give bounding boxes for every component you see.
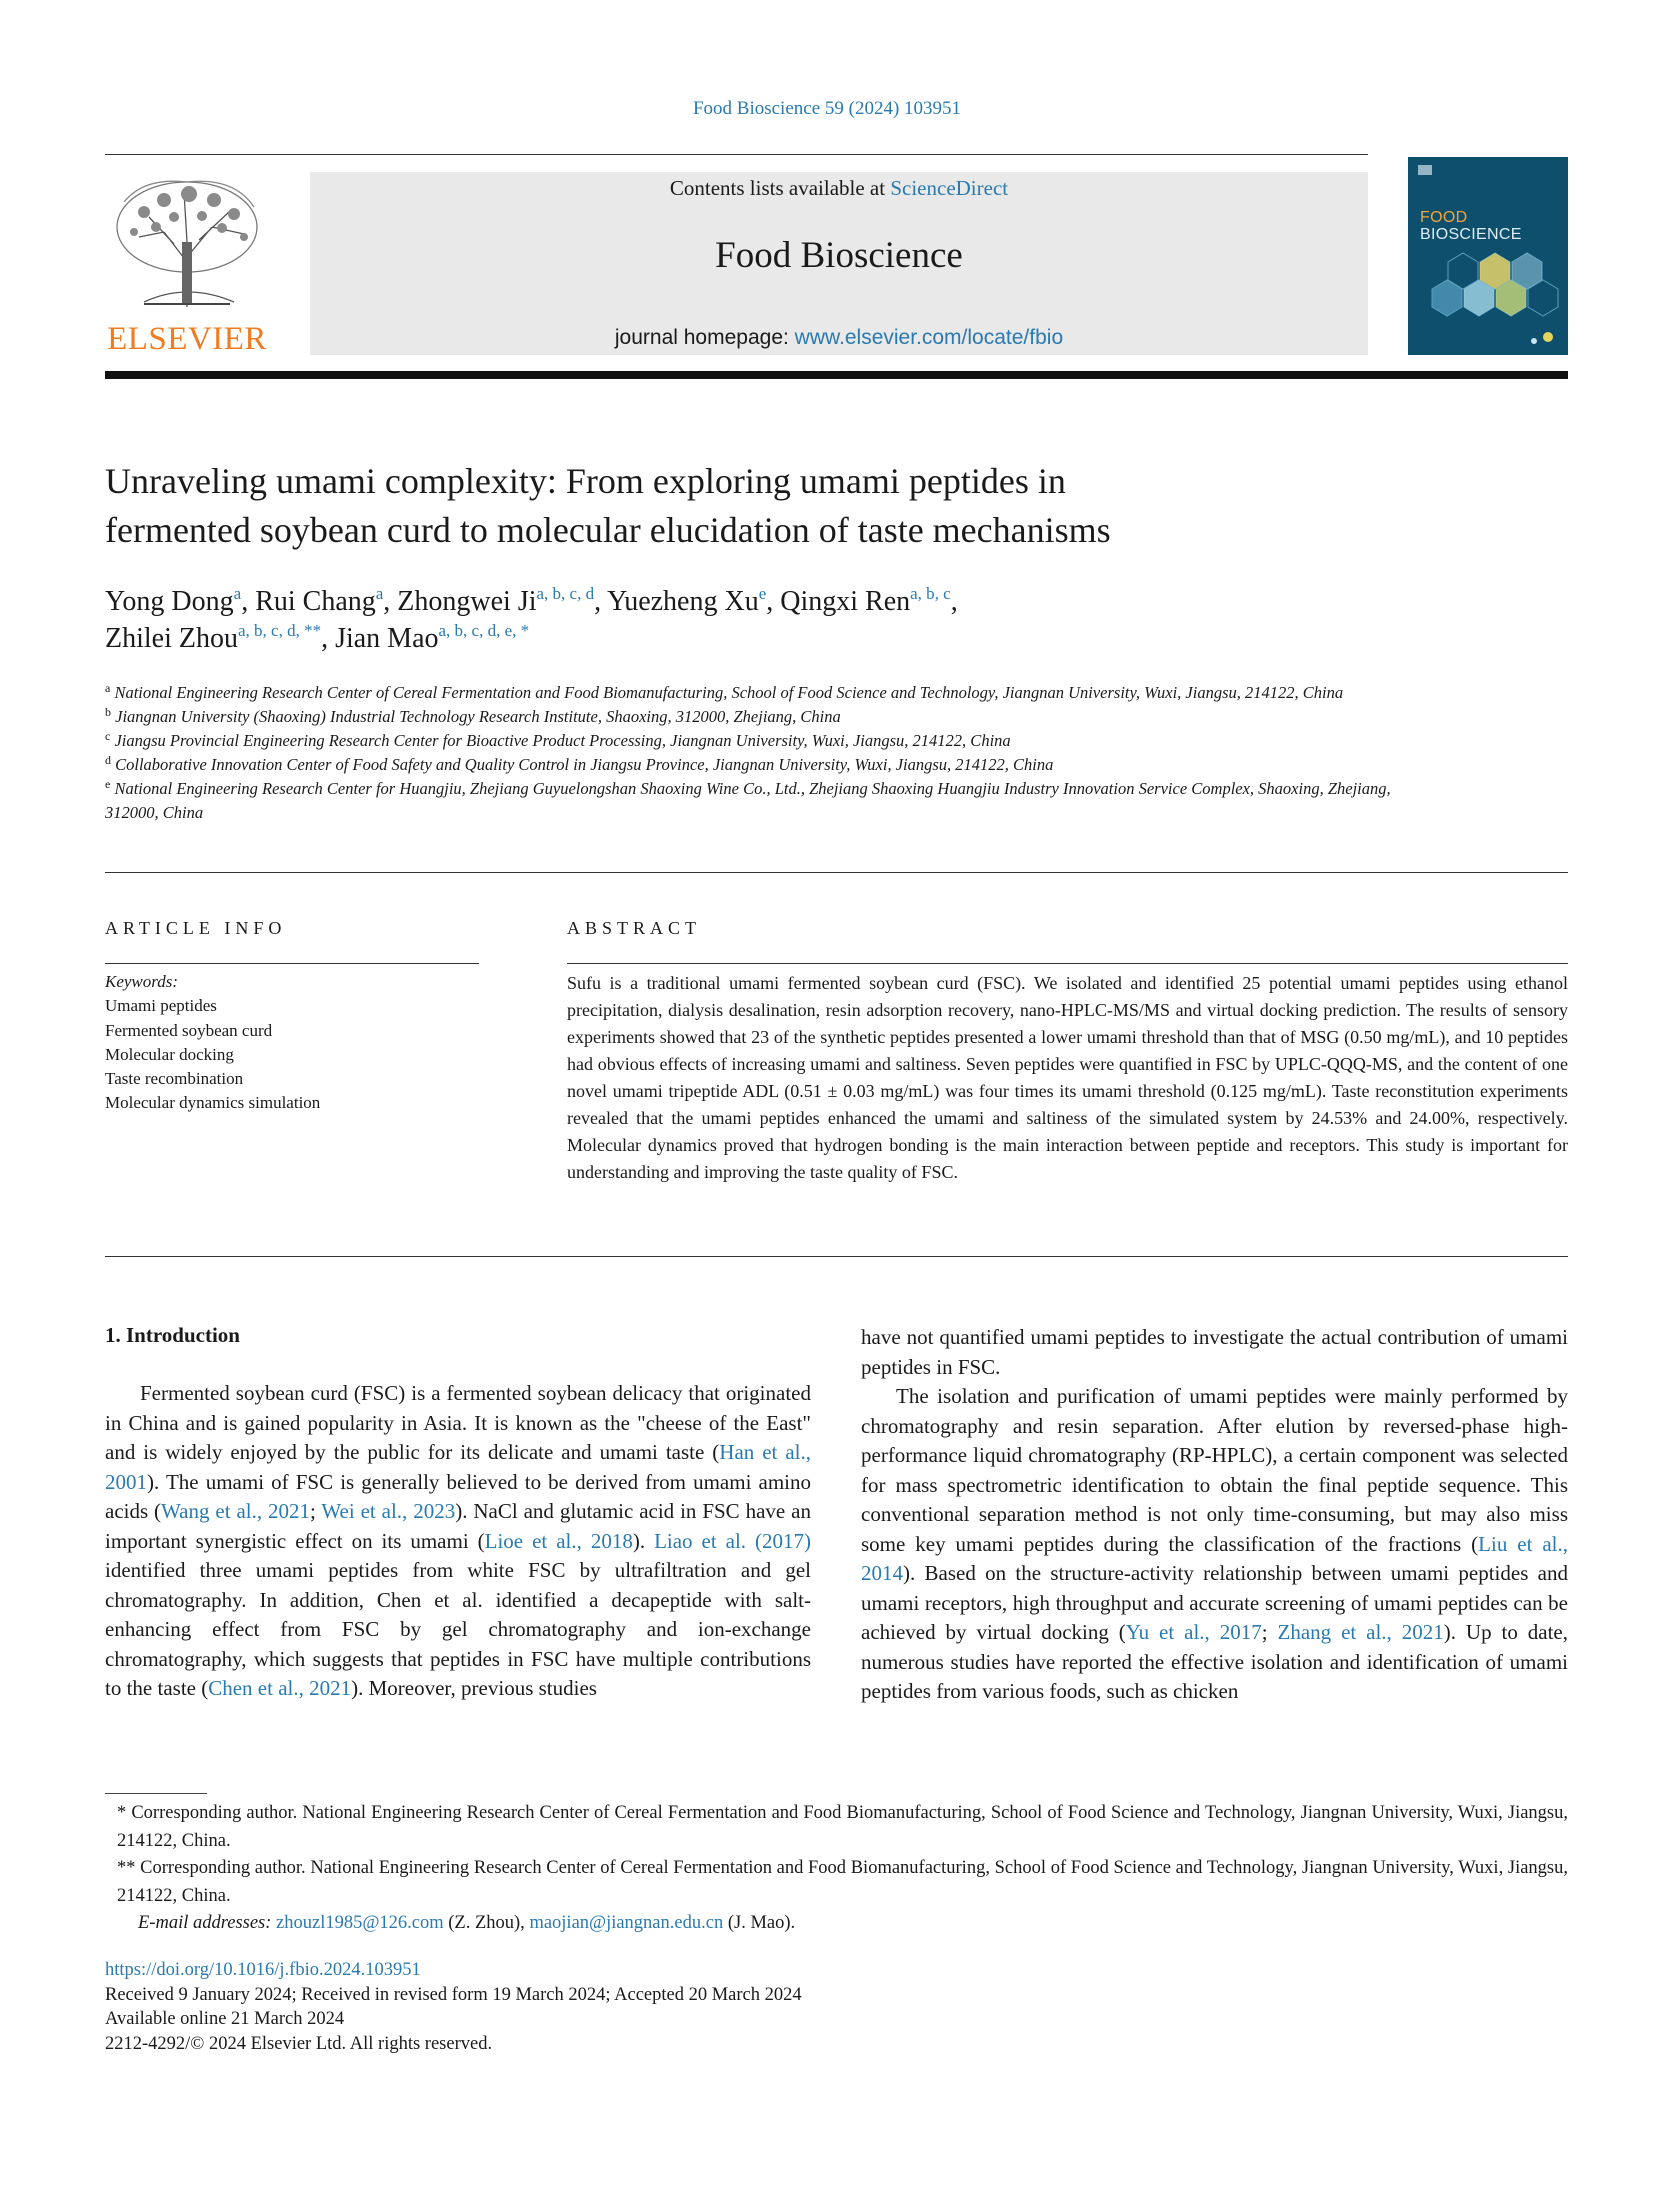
email-owner: (Z. Zhou), xyxy=(443,1913,530,1933)
affiliation-text: Collaborative Innovation Center of Food Safety and Quality Control in Jiangsu Province, Jiangnan University, Wuxi, Jiangsu, 214122, China xyxy=(115,755,1054,774)
affiliations xyxy=(105,681,1405,825)
affiliation-item xyxy=(105,753,1405,777)
author-separator: , xyxy=(594,586,608,617)
homepage-prefix: journal homepage: xyxy=(614,326,795,349)
email-addresses xyxy=(105,1910,1568,1938)
citation-link[interactable]: Liao et al. (2017) xyxy=(654,1528,811,1553)
author-separator: , xyxy=(766,586,781,617)
article-title xyxy=(105,457,1465,555)
contents-line xyxy=(310,176,1368,201)
elsevier-wordmark: ELSEVIER xyxy=(107,321,267,357)
keyword-item: Fermented soybean curd xyxy=(105,1020,273,1040)
journal-title: Food Bioscience xyxy=(715,235,963,276)
elsevier-logo xyxy=(104,172,270,358)
abstract-end-rule xyxy=(105,1256,1568,1257)
body-column-right xyxy=(861,1323,1568,1707)
author-separator: , xyxy=(383,586,398,617)
citation-link[interactable]: Yu et al., 2017 xyxy=(1125,1620,1262,1644)
intro-paragraph-1-continued xyxy=(861,1323,1568,1382)
journal-banner xyxy=(310,172,1368,355)
paragraph-text: ; xyxy=(310,1499,322,1523)
author[interactable]: Yong Dong xyxy=(105,586,234,617)
paragraph-text: The isolation and purification of umami peptides were mainly performed by chromatography and resin separation. After elution by reversed-phase high-performance liquid chromatography (RP-HPLC), a certain component was selected for mass spectrometric identification to obtain the final peptide sequence. This conventional separation method is not only time-consuming, but may also miss some key umami peptides during the classification of the fractions ( xyxy=(861,1384,1568,1556)
keyword-item: Molecular docking xyxy=(105,1044,234,1064)
affiliation-text: National Engineering Research Center of Cereal Fermentation and Food Biomanufacturing, School of Food Science and Technology, Jiangnan University, Wuxi, Jiangsu, 214122, China xyxy=(114,683,1344,702)
intro-paragraph-2 xyxy=(861,1382,1568,1707)
author-separator: , xyxy=(950,586,958,617)
paragraph-text: Fermented soybean curd (FSC) is a fermented soybean delicacy that originated in China and is gained popularity in Asia. It is known as the "cheese of the East" and is widely enjoyed by the public for its delicate and umami taste ( xyxy=(105,1381,811,1464)
keywords-block xyxy=(105,970,479,1116)
author-separator: , xyxy=(321,623,336,654)
citation-link[interactable]: Lioe et al., 2018 xyxy=(484,1528,633,1553)
paragraph-text: ). The umami of FSC is generally believed to be derived from umami amino acids ( xyxy=(105,1469,811,1523)
citation-link[interactable]: Liu et al., 2014 xyxy=(861,1531,1568,1585)
cover-title-line2: BIOSCIENCE xyxy=(1420,226,1522,243)
affiliation-text: Jiangsu Provincial Engineering Research Center for Bioactive Product Processing, Jiangnan University, Wuxi, Jiangsu, 214122, China xyxy=(114,731,1011,750)
author[interactable]: Rui Chang xyxy=(255,586,376,617)
affiliation-item xyxy=(105,729,1405,753)
citation-link[interactable]: Chen et al., 2021 xyxy=(208,1676,352,1700)
abstract-text: Sufu is a traditional umami fermented soybean curd (FSC). We isolated and identified 25 potential umami peptides using ethanol precipitation, dialysis desalination, resin adsorption recovery, nano-HPLC-MS/MS and virtual docking prediction. The results of sensory experiments showed that 23 of the synthetic peptides presented a lower umami threshold than that of MSG (0.50 mg/mL), and 10 peptides had obvious effects of increasing umami and saltiness. Seven peptides were quantified in FSC by UPLC-QQQ-MS, and the content of one novel umami tripeptide ADL (0.51 ± 0.03 mg/mL) was four times its umami threshold (0.125 mg/mL). Taste reconstitution experiments revealed that the umami peptides enhanced the umami and saltiness of the simulated system by 24.53% and 24.00%, respectively. Molecular dynamics proved that hydrogen bonding is the main interaction between peptide and receptors. This study is important for understanding and improving the taste quality of FSC. xyxy=(567,973,1568,1182)
article-info-rule xyxy=(105,963,479,964)
affiliation-mark: d xyxy=(105,753,111,767)
citation-link[interactable]: Wang et al., 2021 xyxy=(161,1499,311,1523)
affiliation-item xyxy=(105,705,1405,729)
author-affiliation-mark[interactable]: a, b, c, d xyxy=(536,584,595,603)
keyword-item: Molecular dynamics simulation xyxy=(105,1093,321,1113)
affiliation-text: National Engineering Research Center for Huangjiu, Zhejiang Guyuelongshan Shaoxing Wine Co., Ltd., Zhejiang Shaoxing Huangjiu Industry Innovation Service Complex, Shaoxing, Zhejiang, 312000, China xyxy=(105,779,1391,822)
affiliation-mark: b xyxy=(105,705,111,719)
affiliation-text: Jiangnan University (Shaoxing) Industrial Technology Research Institute, Shaoxing, 312000, Zhejiang, China xyxy=(115,707,841,726)
introduction-heading: 1. Introduction xyxy=(105,1323,240,1347)
corresponding-author-note-2 xyxy=(105,1855,1568,1910)
cover-hexagon-icon xyxy=(1408,157,1568,355)
citation-link[interactable]: Zhang et al., 2021 xyxy=(1277,1620,1444,1644)
affiliation-item xyxy=(105,681,1405,705)
affiliation-mark: c xyxy=(105,729,111,743)
publication-info xyxy=(105,1958,1105,2056)
paragraph-text: ). Up to date, numerous studies have reported the effective isolation and identification of umami peptides from various foods, such as chicken xyxy=(861,1620,1568,1703)
journal-reference[interactable]: Food Bioscience 59 (2024) 103951 xyxy=(692,98,962,119)
footnote-text: ** Corresponding author. National Engineering Research Center of Cereal Fermentation and Food Biomanufacturing, School of Food Science and Technology, Jiangnan University, Wuxi, Jiangsu, 214122, China. xyxy=(117,1858,1568,1906)
keyword-item: Umami peptides xyxy=(105,996,217,1016)
sciencedirect-link[interactable]: ScienceDirect xyxy=(890,176,1009,200)
author-affiliation-mark[interactable]: a, b, c, d, ** xyxy=(237,621,322,640)
intro-paragraph-1 xyxy=(105,1379,811,1704)
journal-cover-thumbnail[interactable] xyxy=(1408,157,1568,355)
doi-link[interactable]: https://doi.org/10.1016/j.fbio.2024.103951 xyxy=(105,1960,421,1980)
header-thick-rule xyxy=(105,371,1568,379)
citation-link[interactable]: Wei et al., 2023 xyxy=(321,1499,456,1523)
footnote-rule xyxy=(105,1793,207,1794)
author-list xyxy=(105,583,1465,657)
affiliation-mark: e xyxy=(105,777,111,791)
paragraph-text: ; xyxy=(1261,1620,1278,1644)
email-owner: (J. Mao). xyxy=(723,1913,796,1933)
homepage-link[interactable]: www.elsevier.com/locate/fbio xyxy=(794,326,1064,349)
homepage-line xyxy=(310,326,1368,350)
author[interactable]: Jian Mao xyxy=(335,623,439,654)
affiliation-item xyxy=(105,777,1405,825)
author-affiliation-mark[interactable]: e xyxy=(758,584,767,603)
section-divider xyxy=(105,872,1568,873)
elsevier-tree-icon xyxy=(104,172,270,312)
paragraph-text: have not quantified umami peptides to investigate the actual contribution of umami peptides in FSC. xyxy=(861,1325,1568,1379)
copyright: 2212-4292/© 2024 Elsevier Ltd. All rights reserved. xyxy=(105,2033,493,2054)
citation-link[interactable]: Han et al., 2001 xyxy=(105,1440,812,1494)
email-link-zhou[interactable]: zhouzl1985@126.com xyxy=(276,1913,444,1933)
keywords-label: Keywords: xyxy=(105,972,179,991)
title-line-1: Unraveling umami complexity: From exploring umami peptides in xyxy=(105,461,1066,501)
footnotes xyxy=(105,1800,1568,1938)
cover-title xyxy=(1420,209,1522,243)
available-online: Available online 21 March 2024 xyxy=(105,2009,345,2029)
author[interactable]: Zhongwei Ji xyxy=(397,586,537,617)
paragraph-text: identified three umami peptides from white FSC by ultrafiltration and gel chromatography. In addition, Chen et al. identified a decapeptide with salt-enhancing effect from FSC by gel chromatography and ion-exchange chromatography, which suggests that peptides in FSC have multiple contributions to the taste ( xyxy=(105,1558,811,1700)
author-affiliation-mark[interactable]: a, b, c, d, e, * xyxy=(438,621,530,640)
article-info-heading: ARTICLE INFO xyxy=(105,918,287,938)
contents-prefix: Contents lists available at xyxy=(669,176,891,200)
email-label: E-mail addresses: xyxy=(138,1913,277,1933)
author-separator: , xyxy=(241,586,256,617)
cover-title-line1: FOOD xyxy=(1420,209,1468,226)
author-affiliation-mark[interactable]: a xyxy=(375,584,384,603)
corresponding-author-note-1 xyxy=(105,1800,1568,1855)
paragraph-text: ). NaCl and glutamic acid in FSC have an important synergistic effect on its umami ( xyxy=(105,1499,811,1553)
paragraph-text: ). Moreover, previous studies xyxy=(351,1676,597,1700)
author[interactable]: Yuezheng Xu xyxy=(607,586,759,617)
body-column-left xyxy=(105,1379,811,1704)
paragraph-text: ). xyxy=(632,1528,655,1553)
author-affiliation-mark[interactable]: a, b, c xyxy=(910,584,951,603)
footnote-text: * Corresponding author. National Engineering Research Center of Cereal Fermentation and Food Biomanufacturing, School of Food Science and Technology, Jiangnan University, Wuxi, Jiangsu, 214122, China. xyxy=(117,1803,1568,1851)
email-link-mao[interactable]: maojian@jiangnan.edu.cn xyxy=(529,1913,724,1933)
author-affiliation-mark[interactable]: a xyxy=(233,584,242,603)
title-line-2: fermented soybean curd to molecular elucidation of taste mechanisms xyxy=(105,510,1111,550)
affiliation-mark: a xyxy=(105,681,111,695)
keyword-item: Taste recombination xyxy=(105,1069,244,1089)
header-rule xyxy=(105,154,1368,155)
abstract-rule xyxy=(567,963,1568,964)
author[interactable]: Zhilei Zhou xyxy=(105,623,238,654)
abstract-heading: ABSTRACT xyxy=(567,918,702,938)
received-dates: Received 9 January 2024; Received in revised form 19 March 2024; Accepted 20 March 2024 xyxy=(105,1984,802,2005)
author[interactable]: Qingxi Ren xyxy=(780,586,911,617)
paragraph-text: ). Based on the structure-activity relationship between umami peptides and umami receptors, high throughput and accurate screening of umami peptides can be achieved by virtual docking ( xyxy=(861,1561,1568,1644)
